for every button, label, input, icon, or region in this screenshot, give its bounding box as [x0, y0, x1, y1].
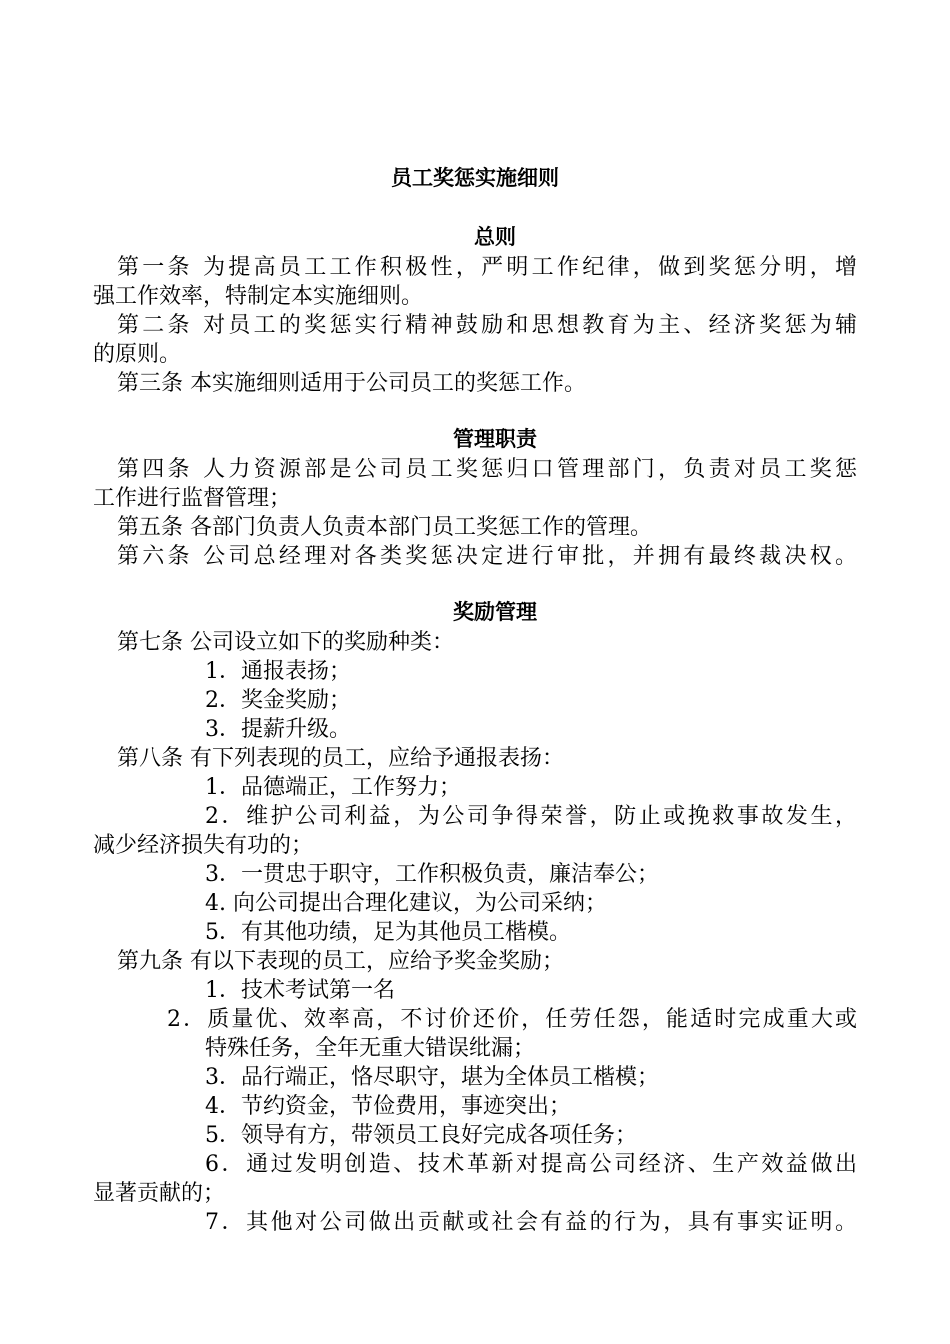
article-8-item-3: 3．一贯忠于职守，工作积极负责，廉洁奉公； — [205, 862, 659, 887]
article-7-item-1: 1．通报表扬； — [205, 659, 351, 684]
document-title: 员工奖惩实施细则 — [391, 166, 559, 190]
article-5: 第五条 各部门负责人负责本部门员工奖惩工作的管理。 — [117, 515, 652, 540]
article-9-item-6-line-2: 显著贡献的； — [93, 1181, 226, 1206]
article-2-line-2: 的原则。 — [93, 342, 182, 367]
article-4-line-2: 工作进行监督管理； — [93, 486, 292, 511]
article-9-item-7: 7．其他对公司做出贡献或社会有益的行为，具有事实证明。 — [205, 1210, 857, 1235]
article-3: 第三条 本实施细则适用于公司员工的奖惩工作。 — [117, 371, 586, 396]
article-9-item-6-line-1: 6．通过发明创造、技术革新对提高公司经济、生产效益做出 — [205, 1152, 857, 1177]
article-8-item-1: 1．品德端正，工作努力； — [205, 775, 461, 800]
section-heading-general: 总则 — [474, 225, 516, 249]
article-8: 第八条 有下列表现的员工，应给予通报表扬： — [117, 746, 564, 771]
article-9: 第九条 有以下表现的员工，应给予奖金奖励； — [117, 949, 564, 974]
section-heading-rewards: 奖励管理 — [453, 600, 537, 624]
article-9-item-2-line-1: 2．质量优、效率高，不讨价还价，任劳任怨，能适时完成重大或 — [167, 1007, 857, 1032]
article-7-item-2: 2．奖金奖励； — [205, 688, 351, 713]
article-6: 第六条 公司总经理对各类奖惩决定进行审批，并拥有最终裁决权。 — [117, 544, 857, 569]
article-2-line-1: 第二条 对员工的奖惩实行精神鼓励和思想教育为主、经济奖惩为辅 — [117, 313, 857, 338]
article-8-item-2-line-2: 减少经济损失有功的； — [93, 833, 314, 858]
article-9-item-4: 4．节约资金，节俭费用，事迹突出； — [205, 1094, 571, 1119]
article-1-line-2: 强工作效率，特制定本实施细则。 — [93, 284, 424, 309]
article-9-item-2-line-2: 特殊任务，全年无重大错误纰漏； — [205, 1036, 536, 1061]
article-8-item-2-line-1: 2．维护公司利益，为公司争得荣誉，防止或挽救事故发生， — [205, 804, 857, 829]
article-9-item-5: 5．领导有方，带领员工良好完成各项任务； — [205, 1123, 637, 1148]
article-9-item-1: 1．技术考试第一名 — [205, 978, 395, 1003]
article-4-line-1: 第四条 人力资源部是公司员工奖惩归口管理部门，负责对员工奖惩 — [117, 457, 857, 482]
section-heading-responsibilities: 管理职责 — [453, 427, 537, 451]
article-8-item-4: 4. 向公司提出合理化建议，为公司采纳； — [205, 891, 607, 916]
article-8-item-5: 5．有其他功绩，足为其他员工楷模。 — [205, 920, 571, 945]
article-7-item-3: 3．提薪升级。 — [205, 717, 351, 742]
article-1-line-1: 第一条 为提高员工工作积极性，严明工作纪律，做到奖惩分明，增 — [117, 255, 857, 280]
article-7: 第七条 公司设立如下的奖励种类： — [117, 630, 454, 655]
article-9-item-3: 3．品行端正，恪尽职守，堪为全体员工楷模； — [205, 1065, 659, 1090]
